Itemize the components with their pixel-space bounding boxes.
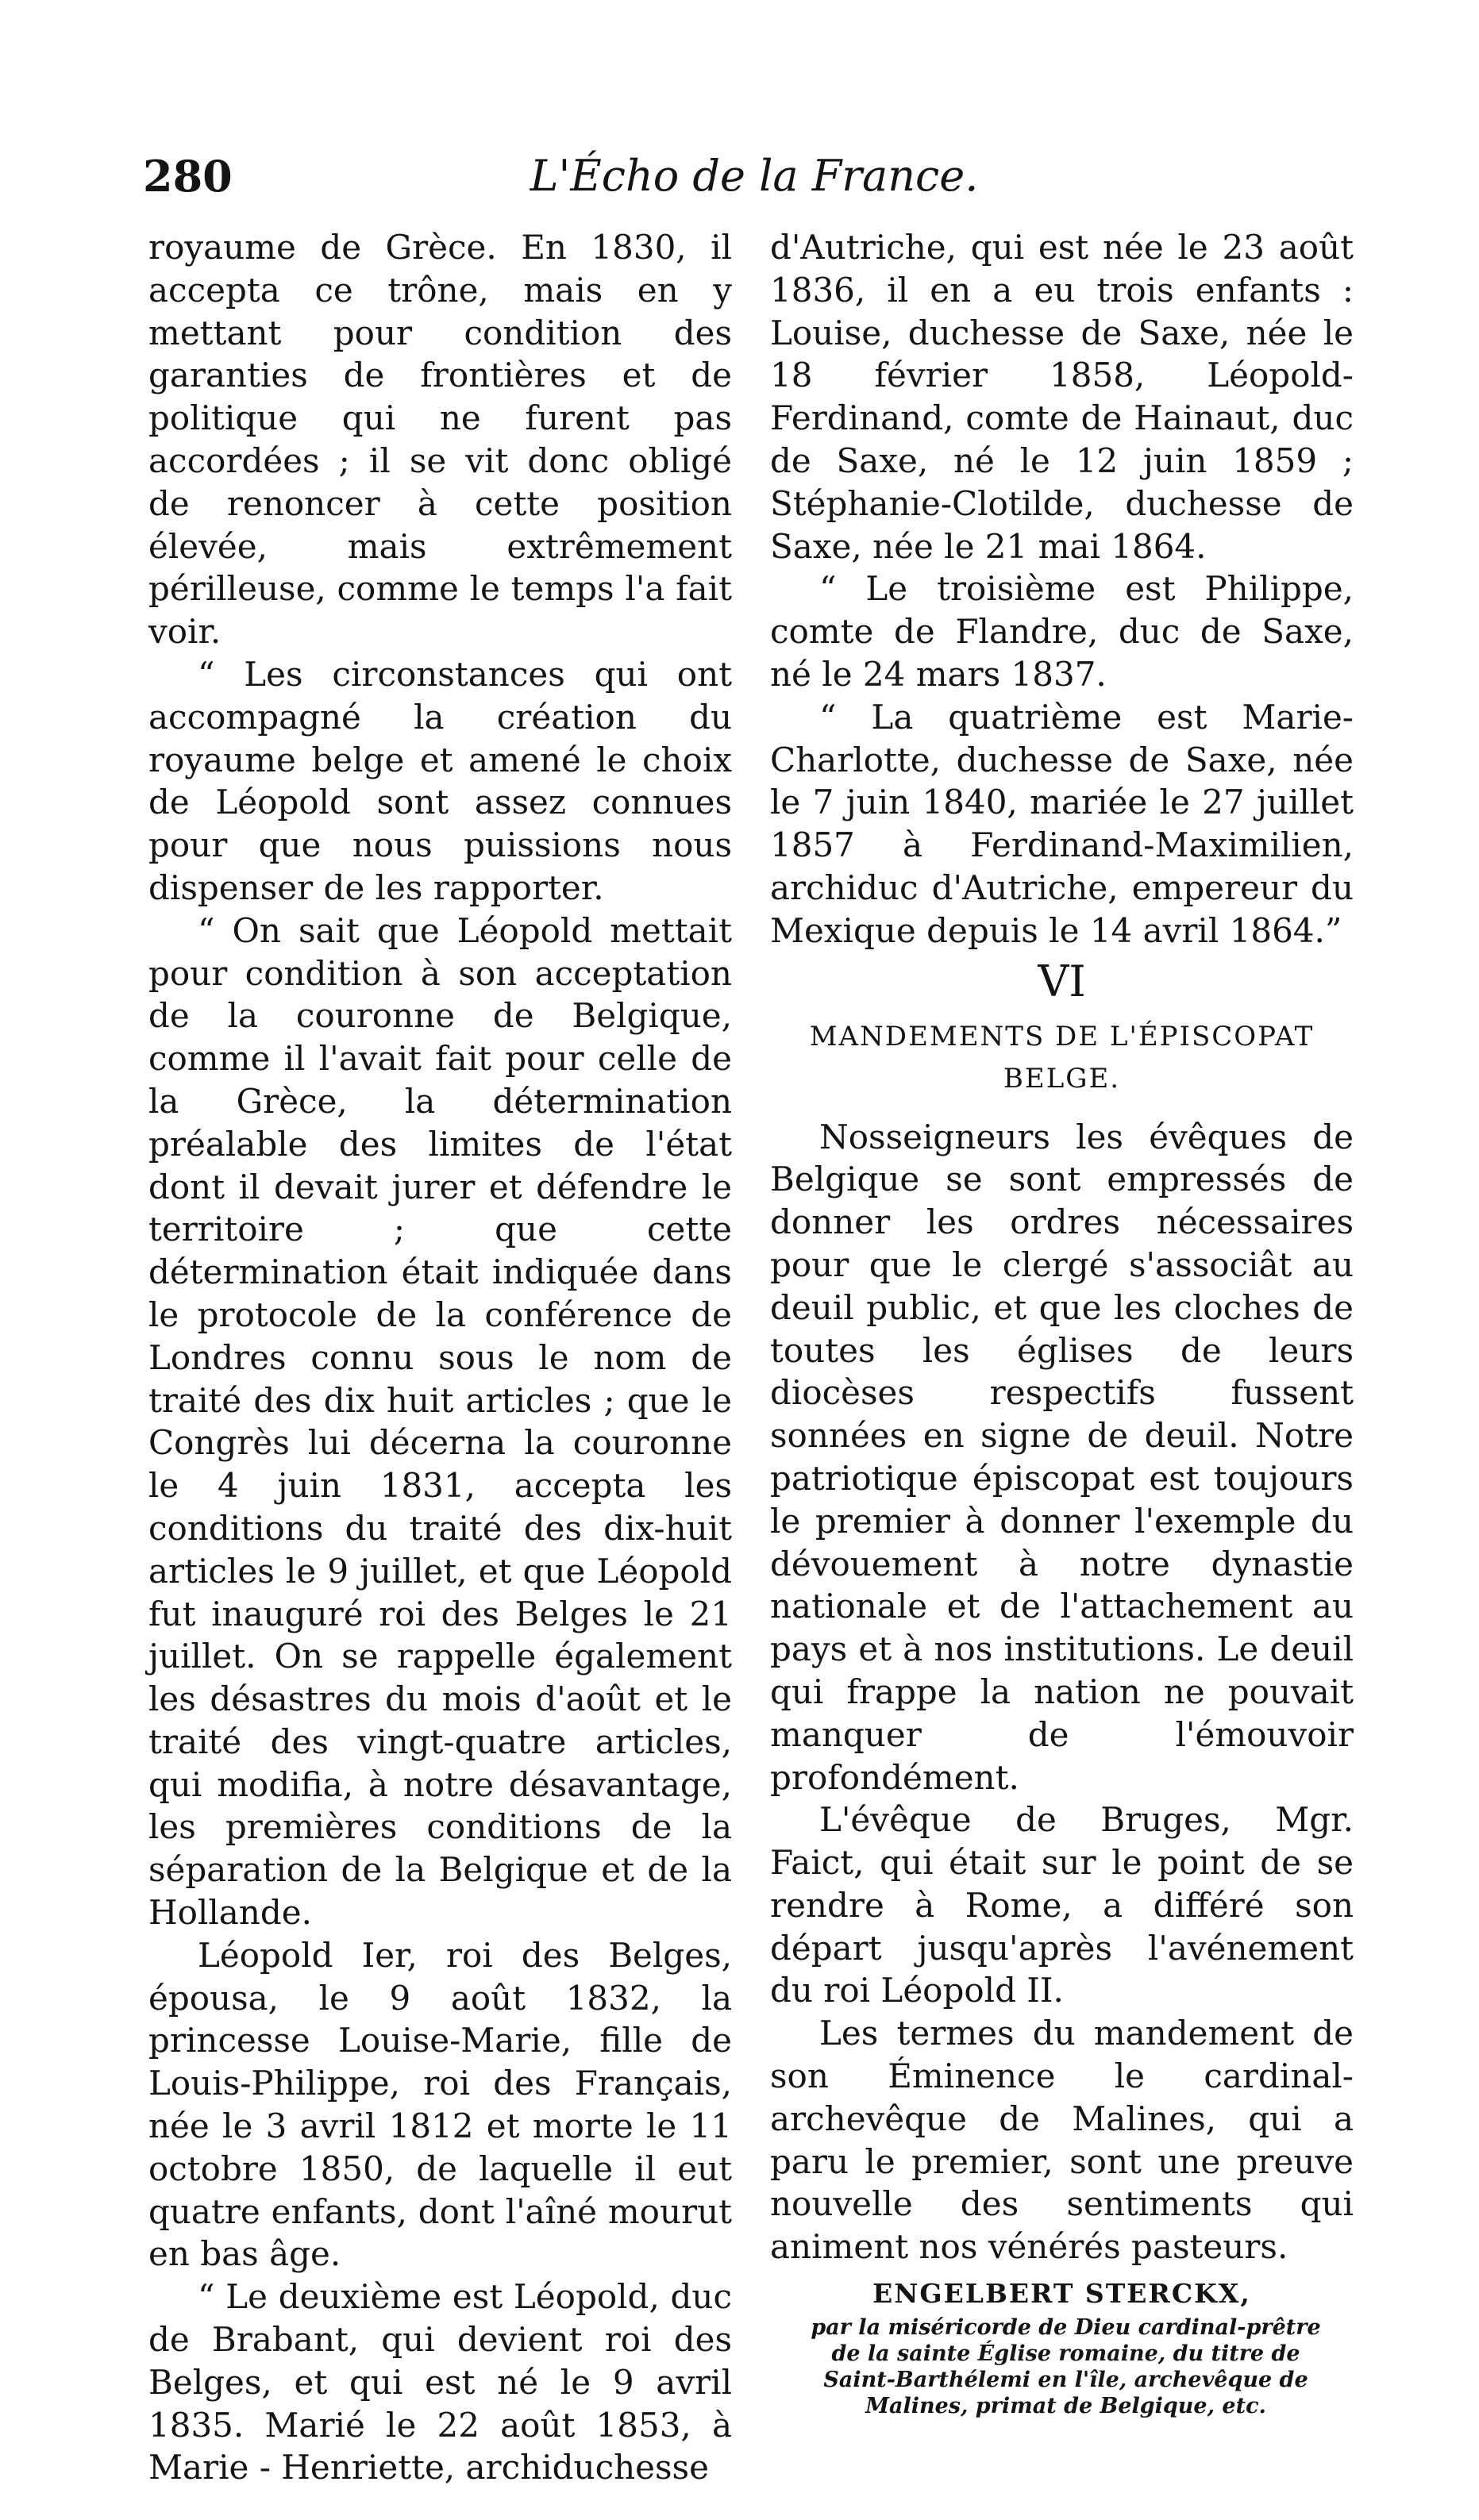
running-title: L'Écho de la France. (530, 151, 979, 201)
paragraph: “ La quatrième est Marie-Charlotte, duchesse de Saxe, née le 7 juin 1840, mariée le 27 juillet 1857 à Ferdinand-Maximilien, archiduc d'Autriche, empereur du Mexique depuis le 14 avril 1864.” (770, 697, 1354, 950)
section-number: VI (1038, 956, 1086, 1006)
paragraph: “ On sait que Léopold mettait pour condition à son acceptation de la couronne de Belgique, comme il l'avait fait pour celle de la Grèce, la détermination préalable des limites de l'état dont il devait jurer et défendre le territoire ; que cette détermination était indiquée dans le protocole de la conférence de Londres connu sous le nom de traité des dix huit articles ; que le Congrès lui décerna la couronne le 4 juin 1831, accepta les conditions du traité des dix-huit articles le 9 juillet, et que Léopold fut inauguré roi des Belges le 21 juillet. On se rappelle également les désastres du mois d'août et le traité des vingt-quatre articles, qui modifia, à notre désavantage, les premières conditions de la séparation de la Belgique et de la Hollande. (148, 910, 732, 1933)
paragraph: Les termes du mandement de son Éminence le cardinal-archevêque de Malines, qui a paru le premier, sont une preuve nouvelle des sentiments qui animent nos vénérés pasteurs. (770, 2014, 1354, 2267)
section-title: MANDEMENTS DE L'ÉPISCOPAT BELGE. (809, 1020, 1315, 1095)
signature-name: ENGELBERT STERCKX, (872, 2278, 1251, 2310)
page-header (143, 151, 1365, 206)
left-column (148, 226, 732, 2489)
paragraph: royaume de Grèce. En 1830, il accepta ce trône, mais en y mettant pour condition des garanties de frontières et de politique qui ne furent pas accordées ; il se vit donc obligé de renoncer à cette position élevée, mais extrêmement périlleuse, comme le temps l'a fait voir. (148, 228, 732, 652)
paragraph: Nosseigneurs les évêques de Belgique se sont empressés de donner les ordres nécessaires pour que le clergé s'associât au deuil public, et que les cloches de toutes les églises de leurs diocèses respectifs fussent sonnées en signe de deuil. Notre patriotique épiscopat est toujours le premier à donner l'exemple du dévouement à notre dynastie nationale et de l'attachement au pays et à nos institutions. Le deuil qui frappe la nation ne pouvait manquer de l'émouvoir profondément. (770, 1117, 1354, 1797)
paragraph: Léopold Ier, roi des Belges, épousa, le 9 août 1832, la princesse Louise-Marie, fille de Louis-Philippe, roi des Français, née le 3 avril 1812 et morte le 11 octobre 1850, de laquelle il eut quatre enfants, dont l'aîné mourut en bas âge. (148, 1935, 732, 2274)
signature-title: par la miséricorde de Dieu cardinal-prêtre de la sainte Église romaine, du titre de Saint-Barthélemi en l'île, archevêque de Malines, primat de Belgique, etc. (811, 2315, 1321, 2419)
paragraph: “ Le troisième est Philippe, comte de Flandre, duc de Saxe, né le 24 mars 1837. (770, 569, 1354, 694)
page-number: 280 (143, 151, 233, 202)
paragraph: “ Le deuxième est Léopold, duc de Brabant, qui devient roi des Belges, et qui est né le 9 avril 1835. Marié le 22 août 1853, à Marie - Henriette, archiduchesse (148, 2277, 732, 2487)
paragraph: “ Les circonstances qui ont accompagné la création du royaume belge et amené le choix de Léopold sont assez connues pour que nous puissions nous dispenser de les rapporter. (148, 654, 732, 907)
right-column (770, 226, 1354, 2419)
paragraph: L'évêque de Bruges, Mgr. Faict, qui était sur le point de se rendre à Rome, a différé son départ jusqu'après l'avénement du roi Léopold II. (770, 1800, 1354, 2010)
paragraph-continuation: d'Autriche, qui est née le 23 août 1836, il en a eu trois enfants : Louise, duchesse de Saxe, née le 18 février 1858, Léopold-Ferdinand, comte de Hainaut, duc de Saxe, né le 12 juin 1859 ; Stéphanie-Clotilde, duchesse de Saxe, née le 21 mai 1864. (770, 228, 1354, 566)
